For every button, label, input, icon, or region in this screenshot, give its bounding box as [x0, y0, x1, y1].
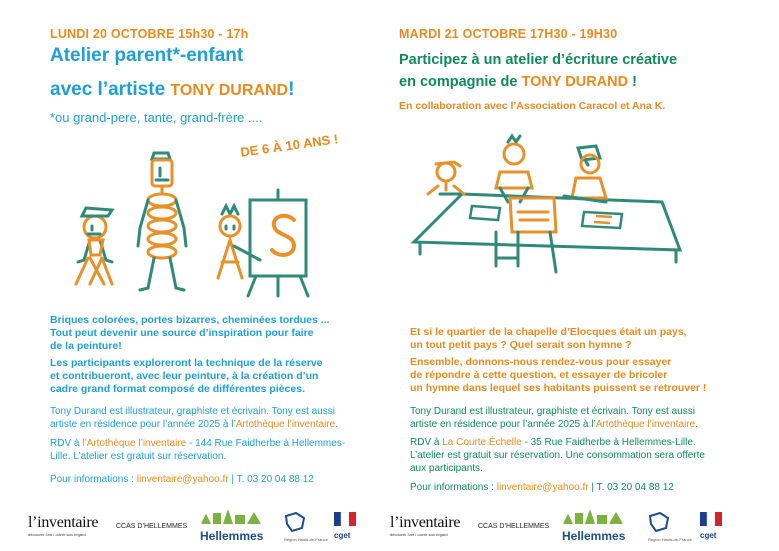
left-bio-line2	[50, 418, 380, 431]
logos-right	[390, 506, 750, 550]
figure-tall	[138, 153, 186, 290]
right-title-line1: Participez à un atelier d’écriture créative	[399, 52, 678, 68]
cget-logo	[334, 512, 356, 540]
left-rdv-prefix: RDV à	[50, 438, 83, 449]
hellemmes-skyline-icon	[562, 510, 626, 524]
right-rdv-line3: aux participants.	[410, 463, 483, 475]
right-para2-line1: Ensemble, donnons-nous rendez-vous pour essayer	[410, 356, 672, 368]
left-bio-text: artiste en résidence pour l’année 2025 à l’	[50, 419, 236, 431]
left-para1-line2: Tout peut devenir une source d’inspiration pour faire	[50, 327, 314, 340]
right-title-artist: TONY DURAND	[521, 74, 629, 90]
right-title-prefix: en compagnie de	[399, 74, 522, 90]
hellemmes-name-right: Hellemmes	[562, 529, 626, 543]
right-para2-line2: de répondre à cette question, et essayer de bricoler	[410, 369, 668, 382]
inventaire-tagline-right: découvrir l’art / ouvrir son regard	[390, 532, 448, 537]
right-rdv-place: La Courte Échelle	[442, 437, 522, 448]
right-title-suffix: !	[628, 74, 637, 90]
left-date: LUNDI 20 OCTOBRE 15h30 - 17h	[50, 27, 249, 41]
right-rdv	[410, 436, 760, 476]
right-para1-line1: Et si le quartier de la chapelle d’Elocques était un pays,	[410, 326, 687, 338]
region-logo-right	[648, 512, 692, 542]
left-para1	[50, 314, 380, 354]
figure-cap-kid	[76, 208, 112, 284]
left-title-prefix: avec l’artiste	[50, 79, 171, 100]
right-para2	[410, 356, 760, 396]
right-bio-artotheque: Artothèque l’inventaire	[595, 419, 696, 431]
inventaire-logo	[28, 514, 98, 537]
right-bio-text: artiste en résidence pour l’année 2025 à l’	[410, 419, 596, 431]
left-illustration	[60, 150, 335, 300]
left-bio-artotheque: Artothèque l’inventaire	[235, 419, 336, 431]
left-rdv	[50, 437, 380, 463]
left-bio	[50, 405, 380, 431]
inventaire-name-right: l’inventaire	[390, 514, 461, 531]
right-info-phone: | T. 03 20 04 88 12	[588, 482, 674, 493]
ccas-logo: CCAS D’HELLEMMES	[116, 523, 188, 530]
left-info-phone: | T. 03 20 04 88 12	[228, 474, 314, 485]
left-para2-line3: cadre grand format composé de différentes pièces.	[50, 383, 305, 396]
left-para1-line3: de la peinture!	[50, 340, 122, 353]
left-subtitle: *ou grand-pere, tante, grand-frère ....	[50, 110, 263, 125]
left-para2-line1: Les participants exploreront la technique de la réserve	[50, 357, 323, 369]
right-info	[410, 481, 760, 494]
cget-name-right: cget	[700, 531, 717, 540]
left-rdv-line1	[50, 437, 380, 450]
logos-left	[28, 506, 378, 550]
writer-cap	[428, 162, 464, 194]
right-rdv-line1	[410, 436, 760, 449]
ccas-logo-right: CCAS D’HELLEMMES	[478, 523, 550, 530]
left-bio-period: .	[335, 419, 338, 431]
left-info-email[interactable]: linventaire@yahoo.fr	[136, 474, 229, 485]
table	[414, 194, 680, 262]
easel	[248, 190, 308, 296]
left-title-line1: Atelier parent*-enfant	[50, 45, 244, 66]
right-info-email[interactable]: linventaire@yahoo.fr	[496, 482, 589, 493]
left-para1-line1: Briques colorées, portes bizarres, cheminées tordues ...	[50, 314, 330, 326]
left-info-prefix: Pour informations :	[50, 474, 137, 485]
right-bio-line2	[410, 418, 760, 431]
french-flag-icon	[334, 512, 356, 526]
right-para1-line2: un tout petit pays ? Quel serait son hymne ?	[410, 339, 632, 352]
right-title-line2	[399, 74, 637, 90]
hellemmes-logo	[200, 510, 264, 543]
cget-logo-right	[700, 512, 722, 540]
right-rdv-prefix: RDV à	[410, 437, 443, 448]
hellemmes-skyline-icon	[200, 510, 264, 524]
writer-front	[496, 198, 556, 272]
inventaire-name: l’inventaire	[28, 514, 99, 531]
right-bio-period: .	[695, 419, 698, 431]
left-para2	[50, 357, 380, 397]
left-para2-line2: et contribueront, avec leur peinture, à la création d’un	[50, 370, 319, 383]
hellemmes-logo-right	[562, 510, 626, 543]
writer-right	[564, 146, 606, 202]
hellemmes-name: Hellemmes	[200, 529, 264, 543]
left-title-suffix: !	[288, 79, 295, 100]
right-bio-line1: Tony Durand est illustrateur, graphiste et écrivain. Tony est aussi	[410, 406, 695, 417]
figure-small-painter	[218, 206, 260, 278]
left-title-line2	[50, 79, 294, 101]
right-para2-line3: un hymne dans lequel ses habitants puissent se retrouver !	[410, 382, 707, 395]
right-date: MARDI 21 OCTOBRE 17H30 - 19H30	[399, 27, 618, 41]
right-illustration	[400, 132, 700, 282]
inventaire-tagline: découvrir l’art / ouvrir son regard	[28, 532, 86, 537]
left-title-artist: TONY DURAND	[170, 82, 289, 99]
right-collab: En collaboration avec l’Association Caracol et Ana K.	[399, 100, 666, 112]
left-info	[50, 473, 380, 486]
inventaire-logo-right	[390, 514, 460, 537]
age-badge-text: DE 6 À 10 ANS !	[239, 131, 340, 160]
region-name-right: Région Hauts-de-France	[648, 537, 692, 542]
right-para1	[410, 326, 760, 352]
cget-name: cget	[334, 531, 351, 540]
right-rdv-line2: L’atelier est gratuit sur réservation. Une consommation sera offerte	[410, 450, 705, 462]
left-rdv-address: - 144 Rue Faidherbe à Hellemmes-	[186, 438, 346, 449]
paper-sheets	[470, 206, 622, 228]
left-rdv-line2: Lille. L’atelier est gratuit sur réservation.	[50, 451, 227, 463]
right-bio	[410, 405, 760, 431]
french-flag-icon	[700, 512, 722, 526]
right-info-prefix: Pour informations :	[410, 482, 497, 493]
left-rdv-place: l’Artothèque l’inventaire	[82, 438, 187, 449]
region-map-icon	[648, 512, 670, 532]
writer-center	[496, 136, 532, 202]
region-logo	[284, 512, 328, 542]
left-bio-line1: Tony Durand est illustrateur, graphiste et écrivain. Tony est aussi	[50, 406, 335, 417]
region-name: Région Hauts-de-France	[284, 537, 328, 542]
right-rdv-address: - 35 Rue Faidherbe à Hellemmes-Lille.	[521, 437, 696, 448]
region-map-icon	[284, 512, 306, 532]
